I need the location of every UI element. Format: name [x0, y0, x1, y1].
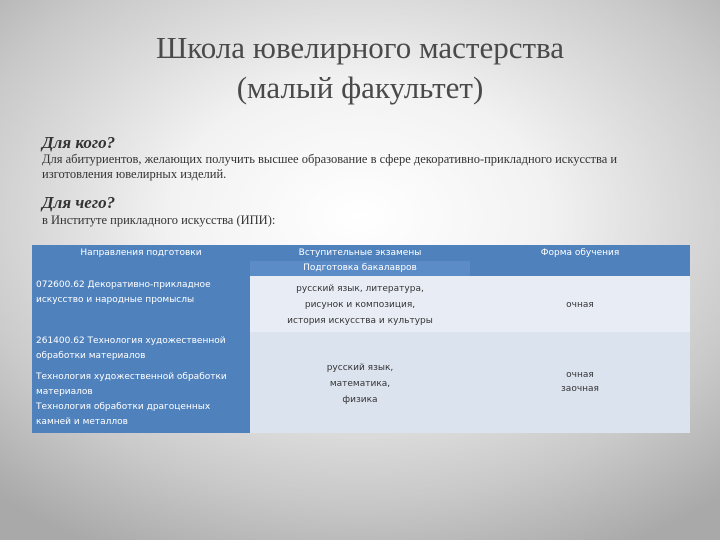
subheader-bachelor: Подготовка бакалавров — [250, 261, 470, 276]
row2-form-line-2: заочная — [561, 384, 599, 394]
row1-direction — [32, 276, 250, 332]
title-line-2: (малый факультет) — [236, 70, 484, 105]
row1-form — [470, 276, 690, 332]
what-for-heading: Для чего? — [42, 193, 116, 212]
for-whom-text — [42, 152, 682, 182]
row2-exam-line-3: физика — [342, 395, 378, 405]
row2-direction-line-6: Технология обработки драгоценных — [36, 402, 211, 412]
slide-title — [0, 28, 720, 108]
row1-exam-line-1: русский язык, литература, — [296, 284, 424, 294]
row1-direction-line-2: искусство и народные промыслы — [36, 295, 195, 305]
header-exams: Вступительные экзамены — [250, 245, 470, 261]
row1-form-line-1: очная — [566, 300, 594, 310]
for-whom-text-line-1: Для абитуриентов, желающих получить высшее образование в сфере декоративно-прикладного искусства и — [42, 152, 618, 166]
for-whom-text-line-2: изготовления ювелирных изделий. — [42, 167, 227, 181]
row1-exams — [250, 276, 470, 332]
row2-direction-line-4: Технология художественной обработки — [36, 372, 227, 382]
row2-exam-line-2: математика, — [329, 379, 391, 389]
row2-exams — [250, 332, 470, 433]
row2-direction-line-2: обработки материалов — [36, 351, 146, 361]
header-direction: Направления подготовки — [32, 245, 250, 261]
row2-direction-line-5: материалов — [36, 387, 93, 397]
row1-exam-line-3: история искусства и культуры — [287, 316, 433, 326]
row1-exam-line-2: рисунок и композиция, — [304, 300, 416, 310]
row2-form — [470, 332, 690, 433]
row2-direction-line-1: 261400.62 Технология художественной — [36, 336, 226, 346]
row1-direction-line-1: 072600.62 Декоративно-прикладное — [36, 280, 211, 290]
for-whom-heading: Для кого? — [42, 133, 116, 152]
header-form: Форма обучения — [470, 245, 690, 261]
row2-form-line-1: очная — [566, 370, 594, 380]
row2-direction-line-7: камней и металлов — [36, 417, 128, 427]
row2-direction — [32, 332, 250, 433]
what-for-text: в Институте прикладного искусства (ИПИ): — [42, 213, 276, 227]
row2-exam-line-1: русский язык, — [326, 363, 394, 373]
programs-table — [32, 245, 690, 433]
title-line-1: Школа ювелирного мастерства — [155, 30, 565, 65]
